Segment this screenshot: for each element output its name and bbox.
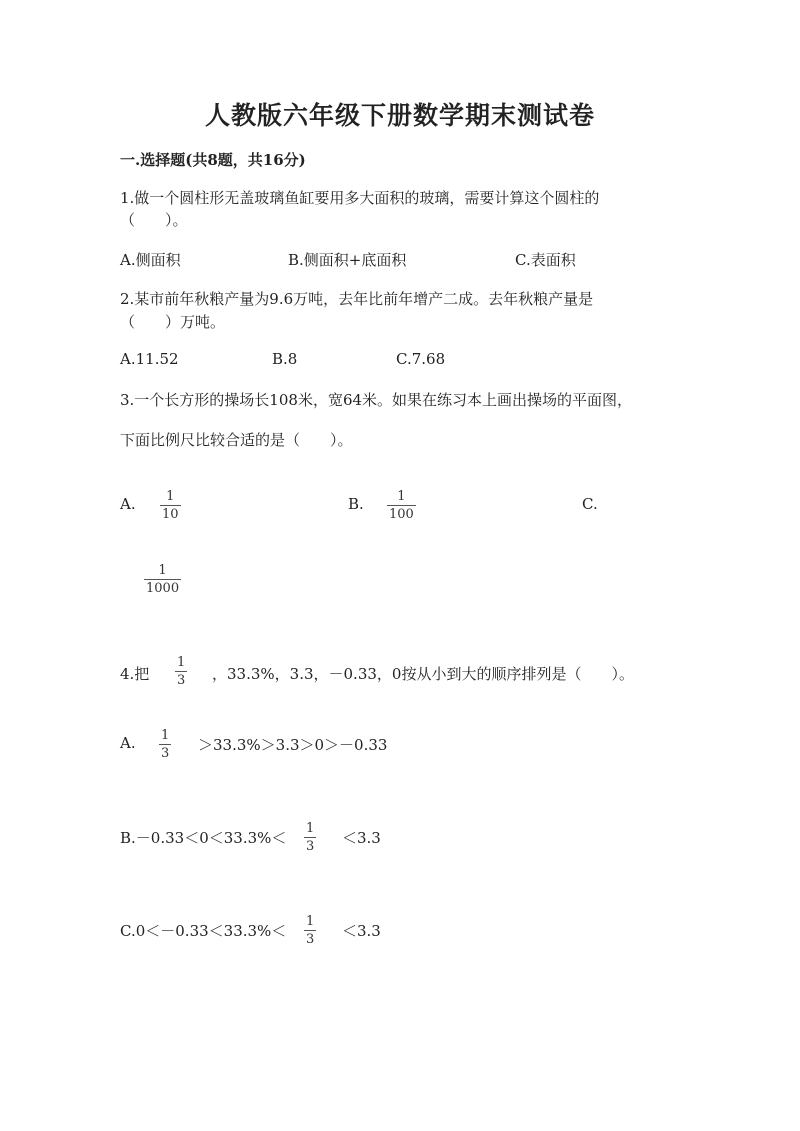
section-heading: 一.选择题(共8题，共16分) — [120, 151, 306, 169]
fraction-bar — [304, 837, 316, 838]
q3-option-b-label: B. — [348, 495, 364, 513]
q3-option-a-label: A. — [120, 495, 136, 513]
q4-option-b-rest: ＜3.3 — [342, 829, 381, 847]
q1-line1: 1.做一个圆柱形无盖玻璃鱼缸要用多大面积的玻璃，需要计算这个圆柱的 — [120, 189, 600, 207]
q4-prefix: 4.把 — [120, 665, 150, 683]
q2-option-a: A.11.52 — [120, 350, 179, 368]
fraction-denominator: 10 — [162, 507, 179, 522]
q4-option-b-fraction — [304, 822, 316, 854]
fraction-bar — [175, 671, 187, 672]
fraction-numerator: 1 — [306, 914, 315, 929]
q4-option-c-fraction — [304, 915, 316, 947]
fraction-denominator: 3 — [306, 839, 315, 854]
q4-option-a-label: A. — [120, 734, 136, 752]
q1-option-c: C.表面积 — [515, 251, 576, 269]
q4-option-a-fraction — [159, 729, 171, 761]
q4-fraction — [175, 656, 187, 688]
q2-option-b: B.8 — [272, 350, 298, 368]
page-title: 人教版六年级下册数学期末测试卷 — [204, 101, 595, 130]
fraction-numerator: 1 — [306, 821, 315, 836]
fraction-bar — [387, 505, 416, 506]
fraction-numerator: 1 — [166, 489, 175, 504]
q4-option-c-pre: C.0＜－0.33＜33.3%＜ — [120, 922, 287, 940]
fraction-denominator: 1000 — [146, 581, 180, 596]
fraction-bar — [304, 930, 316, 931]
fraction-denominator: 3 — [161, 746, 170, 761]
fraction-denominator: 3 — [177, 673, 186, 688]
q2-line1: 2.某市前年秋粮产量为9.6万吨，去年比前年增产二成。去年秋粮产量是 — [120, 290, 594, 308]
fraction-bar — [160, 505, 181, 506]
q4-option-c-rest: ＜3.3 — [342, 922, 381, 940]
q4-suffix: ，33.3%，3.3，－0.33，0按从小到大的顺序排列是（ ）。 — [212, 665, 634, 683]
q1-line2: （ ）。 — [120, 211, 188, 229]
fraction-bar — [159, 744, 171, 745]
q3-option-c-fraction — [144, 564, 181, 596]
fraction-numerator: 1 — [177, 655, 186, 670]
q2-option-c: C.7.68 — [396, 350, 446, 368]
q1-option-a: A.侧面积 — [120, 251, 181, 269]
fraction-numerator: 1 — [161, 728, 170, 743]
q3-option-a-fraction — [160, 490, 181, 522]
fraction-denominator: 100 — [389, 507, 414, 522]
fraction-numerator: 1 — [397, 489, 406, 504]
fraction-numerator: 1 — [158, 563, 167, 578]
q3-option-b-fraction — [387, 490, 416, 522]
fraction-bar — [144, 579, 181, 580]
q3-line1: 3.一个长方形的操场长108米，宽64米。如果在练习本上画出操场的平面图， — [120, 391, 633, 409]
q3-option-c-label: C. — [582, 495, 598, 513]
q4-option-b-pre: B.－0.33＜0＜33.3%＜ — [120, 829, 287, 847]
fraction-denominator: 3 — [306, 932, 315, 947]
q3-line2: 下面比例尺比较合适的是（ ）。 — [120, 431, 353, 449]
q4-option-a-rest: ＞33.3%＞3.3＞0＞－0.33 — [198, 736, 388, 754]
q2-line2: （ ）万吨。 — [120, 313, 226, 331]
q1-option-b: B.侧面积+底面积 — [288, 251, 407, 269]
